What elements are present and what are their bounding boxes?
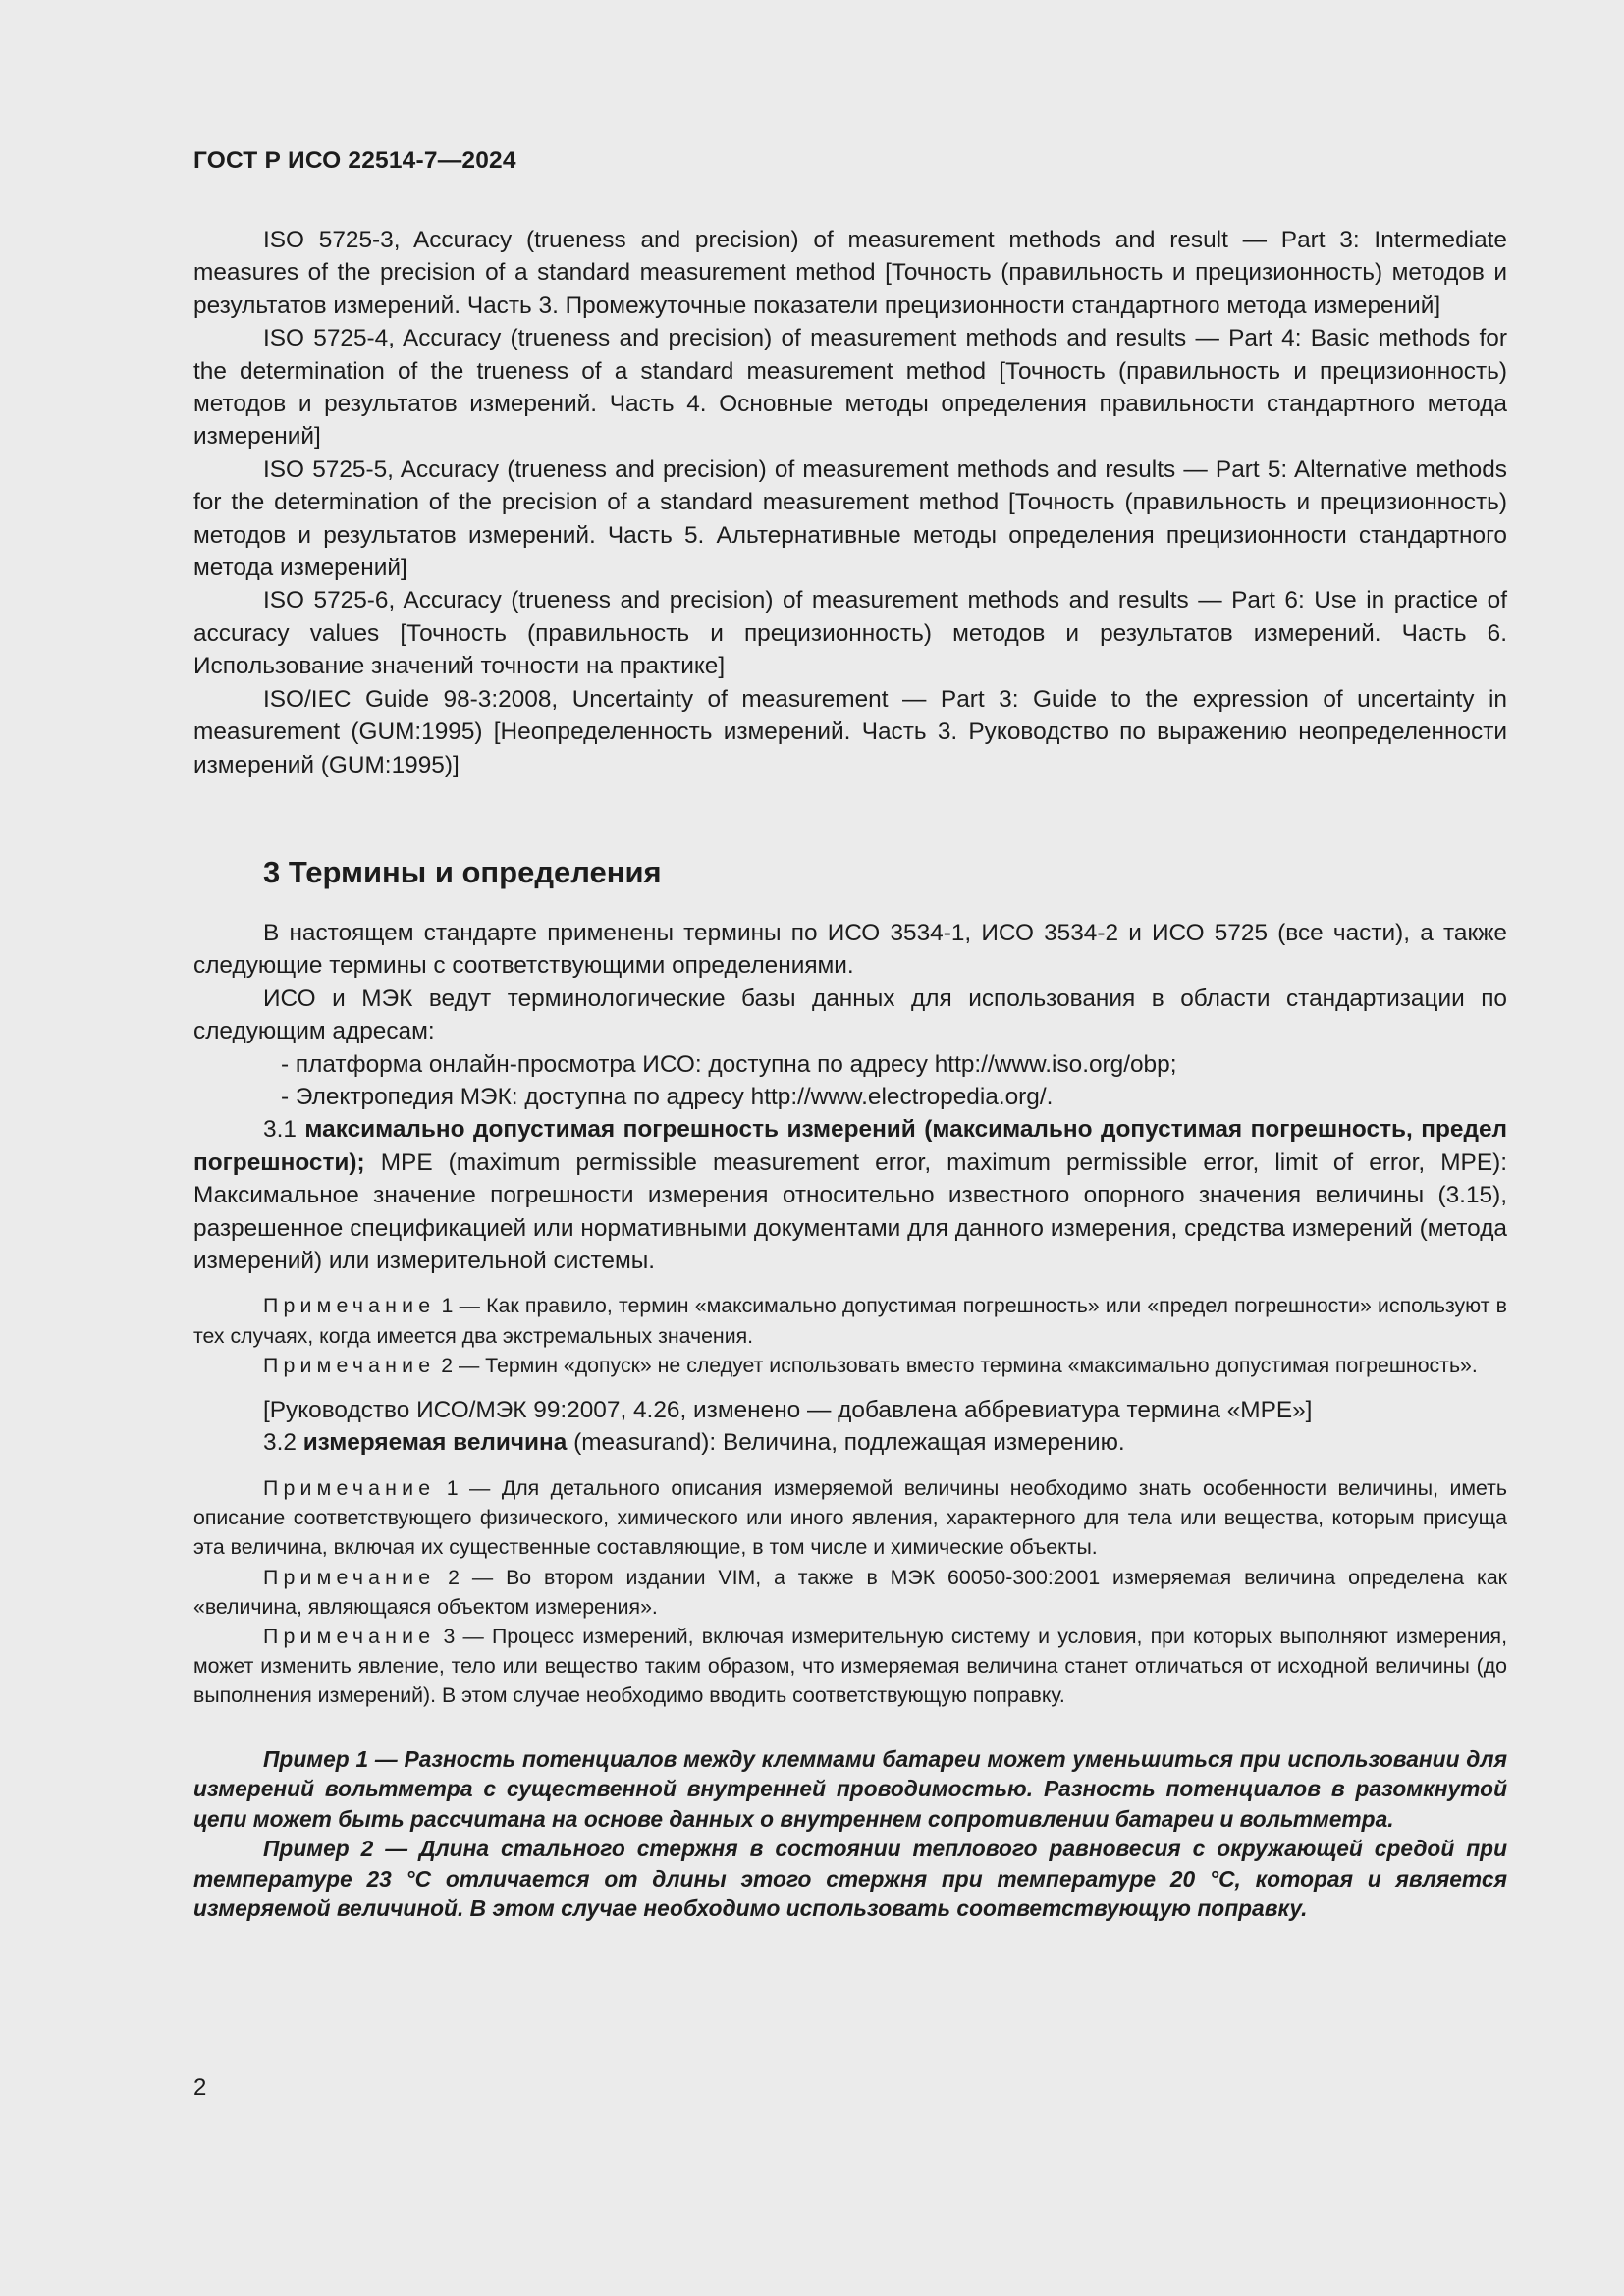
section-intro: В настоящем стандарте применены термины по ИСО 3534-1, ИСО 3534-2 и ИСО 5725 (все части), а также следующие термины с соответствующими определениями. xyxy=(193,920,1507,980)
term-number: 3.2 xyxy=(263,1429,303,1457)
note-text: 1 — Как правило, термин «максимально допустимая погрешность» или «предел погрешности» используют в тех случаях, когда имеется два экстремальных значения. xyxy=(193,1294,1507,1348)
term-number: 3.1 xyxy=(263,1116,305,1144)
reference-item: ISO 5725-5, Accuracy (trueness and precision) of measurement methods and results — Part 5: Alternative methods for the determination of the precision of a standard measurement method [Точность (правильность и прецизионность) методов и результатов измерений. Часть 5. Альтернативные методы определения прецизионности стандартного метода измерений] xyxy=(193,455,1507,582)
section-body xyxy=(193,917,1507,1924)
note-label: Примечание xyxy=(263,1475,436,1500)
reference-item: ISO 5725-6, Accuracy (trueness and precision) of measurement methods and results — Part 6: Use in practice of accuracy values [Точность (правильность и прецизионность) методов и результатов измерений. Часть 6. Использование значений точности на практике] xyxy=(193,587,1507,680)
note-text: 2 — Во втором издании VIM, а также в МЭК 60050-300:2001 измеряемая величина определена как «величина, являющаяся объектом измерения». xyxy=(193,1565,1507,1619)
term-name: измеряемая величина xyxy=(302,1429,568,1457)
note-label: Примечание xyxy=(263,1624,436,1648)
section-title: 3 Термины и определения xyxy=(263,855,662,889)
term-name: максимально допустимая погрешность измерений (максимально допустимая погрешность, предел погрешности); xyxy=(193,1116,1508,1176)
term-definition: MPE (maximum permissible measurement error, maximum permissible error, limit of error, MPE): Максимальное значение погрешности измерения относительно известного опорного значения величины (3.15), разрешенное спецификацией или нормативными документами для данного измерения, средства измерений (метода измерений) или измерительной системы. xyxy=(193,1148,1507,1275)
normative-references xyxy=(193,224,1507,781)
term-definition: (measurand): Величина, подлежащая измерению. xyxy=(567,1429,1125,1457)
standard-header: ГОСТ Р ИСО 22514-7—2024 xyxy=(193,147,516,174)
note xyxy=(193,1291,1507,1350)
term-source: [Руководство ИСО/МЭК 99:2007, 4.26, изменено — добавлена аббревиатура термина «MPE»] xyxy=(263,1397,1313,1424)
address-item: - Электропедия МЭК: доступна по адресу http://www.electropedia.org/. xyxy=(281,1084,1054,1111)
reference-item: ISO/IEC Guide 98-3:2008, Uncertainty of measurement — Part 3: Guide to the expression of uncertainty in measurement (GUM:1995) [Неопределенность измерений. Часть 3. Руководство по выражению неопределенности измерений (GUM:1995)] xyxy=(193,685,1507,778)
reference-item: ISO 5725-3, Accuracy (trueness and precision) of measurement methods and result — Part 3: Intermediate measures of the precision of a standard measurement method [Точность (правильность и прецизионность) методов и результатов измерений. Часть 3. Промежуточные показатели прецизионности стандартного метода измерений] xyxy=(193,227,1507,319)
example: Пример 1 — Разность потенциалов между клеммами батареи может уменьшиться при использовании для измерений вольтметра с существенной внутренней проводимостью. Разность потенциалов в разомкнутой цепи может быть рассчитана на основе данных о внутреннем сопротивлении батареи и вольтметра. xyxy=(193,1745,1507,1832)
note-label: Примечание xyxy=(263,1353,436,1377)
page-number: 2 xyxy=(193,2074,207,2101)
note xyxy=(193,1563,1507,1622)
term-3-2 xyxy=(193,1426,1507,1459)
note xyxy=(193,1473,1507,1563)
address-item: - платформа онлайн-просмотра ИСО: доступна по адресу http://www.iso.org/obp; xyxy=(281,1050,1177,1078)
term-3-1 xyxy=(193,1113,1507,1277)
reference-item: ISO 5725-4, Accuracy (trueness and precision) of measurement methods and results — Part 4: Basic methods for the determination of the trueness of a standard measurement method [Точность (правильность и прецизионность) методов и результатов измерений. Часть 4. Основные методы определения правильности стандартного метода измерений] xyxy=(193,325,1507,451)
note xyxy=(193,1622,1507,1711)
note-label: Примечание xyxy=(263,1565,436,1589)
note-text: 1 — Для детального описания измеряемой величины необходимо знать особенности величины, иметь описание соответствующего физического, химического или иного явления, характерного для тела или вещества, которым присуща эта величина, включая их существенные составляющие, в том числе и химические объекты. xyxy=(193,1475,1507,1560)
note xyxy=(193,1351,1507,1380)
note-text: 3 — Процесс измерений, включая измерительную систему и условия, при которых выполняют измерения, может изменить явление, тело или вещество таким образом, что измеряемая величина станет отличаться от исходной величины (до выполнения измерений). В этом случае необходимо вводить соответствующую поправку. xyxy=(193,1624,1507,1708)
example: Пример 2 — Длина стального стержня в состоянии теплового равновесия с окружающей средой при температуре 23 °С отличается от длины этого стержня при температуре 20 °С, которая и является измеряемой величиной. В этом случае необходимо использовать соответствующую поправку. xyxy=(193,1836,1507,1922)
note-label: Примечание xyxy=(263,1294,436,1318)
section-intro: ИСО и МЭК ведут терминологические базы данных для использования в области стандартизации по следующим адресам: xyxy=(193,985,1507,1045)
note-text: 2 — Термин «допуск» не следует использовать вместо термина «максимально допустимая погрешность». xyxy=(435,1353,1478,1377)
